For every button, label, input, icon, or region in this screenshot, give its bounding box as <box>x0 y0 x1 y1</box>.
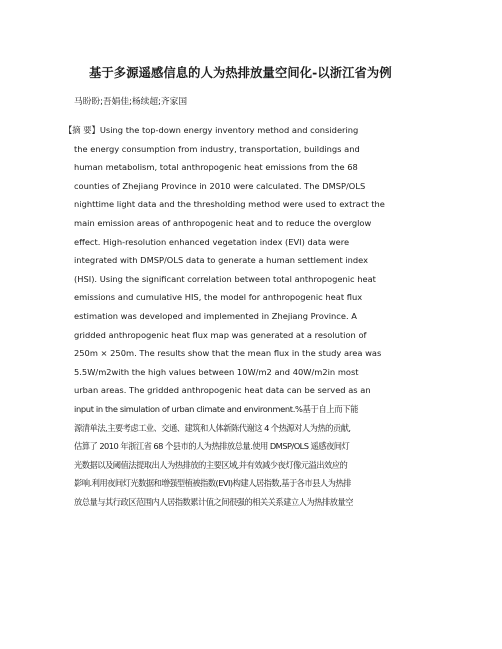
abstract-line: (HSI). Using the significant correlation between total anthropogenic heat <box>74 273 376 284</box>
abstract-line: 影响.利用夜间灯光数据和增强型植被指数(EVI)构建人居指数,基于各市县人为热排 <box>74 478 351 489</box>
abstract-line: 5.5W/m2with the high values between 10W/m2 and 40W/m2in most <box>74 366 359 377</box>
abstract-line: main emission areas of anthropogenic heat and to reduce the overglow <box>74 217 372 228</box>
abstract <box>64 121 442 511</box>
author-list: 马盼盼;吾娟佳;杨续超;齐家国 <box>74 97 188 107</box>
abstract-line: integrated with DMSP/OLS data to generate a human settlement index <box>74 255 369 266</box>
abstract-line: 光数据以及阈值法提取出人为热排放的主要区域,并有效减少夜灯像元溢出效应的 <box>74 459 348 470</box>
abstract-line: 放总量与其行政区范围内人居指数累计值之间很强的相关关系建立人为热排放量空 <box>74 496 353 507</box>
abstract-line: nighttime light data and the thresholding method were used to extract the <box>74 199 385 210</box>
abstract-line: urban areas. The gridded anthropogenic heat data can be served as an <box>74 385 371 396</box>
abstract-line <box>64 121 442 140</box>
abstract-line: gridded anthropogenic heat flux map was generated at a resolution of <box>74 329 367 340</box>
abstract-line: human metabolism, total anthropogenic heat emissions from the 68 <box>74 162 358 173</box>
abstract-line: 源清单法,主要考虑工业、交通、建筑和人体新陈代谢这 4 个热源对人为热的贡献, <box>74 422 351 433</box>
abstract-line: emissions and cumulative HIS, the model for anthropogenic heat flux <box>74 292 363 303</box>
abstract-line: 250m × 250m. The results show that the mean flux in the study area was <box>74 348 382 359</box>
abstract-line: input in the simulation of urban climate and environment.%基于自上而下能 <box>74 403 359 414</box>
abstract-line: estimation was developed and implemented in Zhejiang Province. A <box>74 310 357 321</box>
abstract-line: the energy consumption from industry, transportation, buildings and <box>74 143 360 154</box>
abstract-line: 估算了 2010 年浙江省 68 个县市的人为热排放总量.使用 DMSP/OLS 遥感夜间灯 <box>74 441 350 452</box>
paper-title: 基于多源遥感信息的人为热排放量空间化-以浙江省为例 <box>89 66 392 80</box>
abstract-label: 【摘 要】 <box>64 125 100 135</box>
abstract-line-text: Using the top-down energy inventory method and considering <box>99 125 359 135</box>
abstract-line: effect. High-resolution enhanced vegetation index (EVI) data were <box>74 236 350 247</box>
abstract-line: counties of Zhejiang Province in 2010 were calculated. The DMSP/OLS <box>74 180 366 191</box>
